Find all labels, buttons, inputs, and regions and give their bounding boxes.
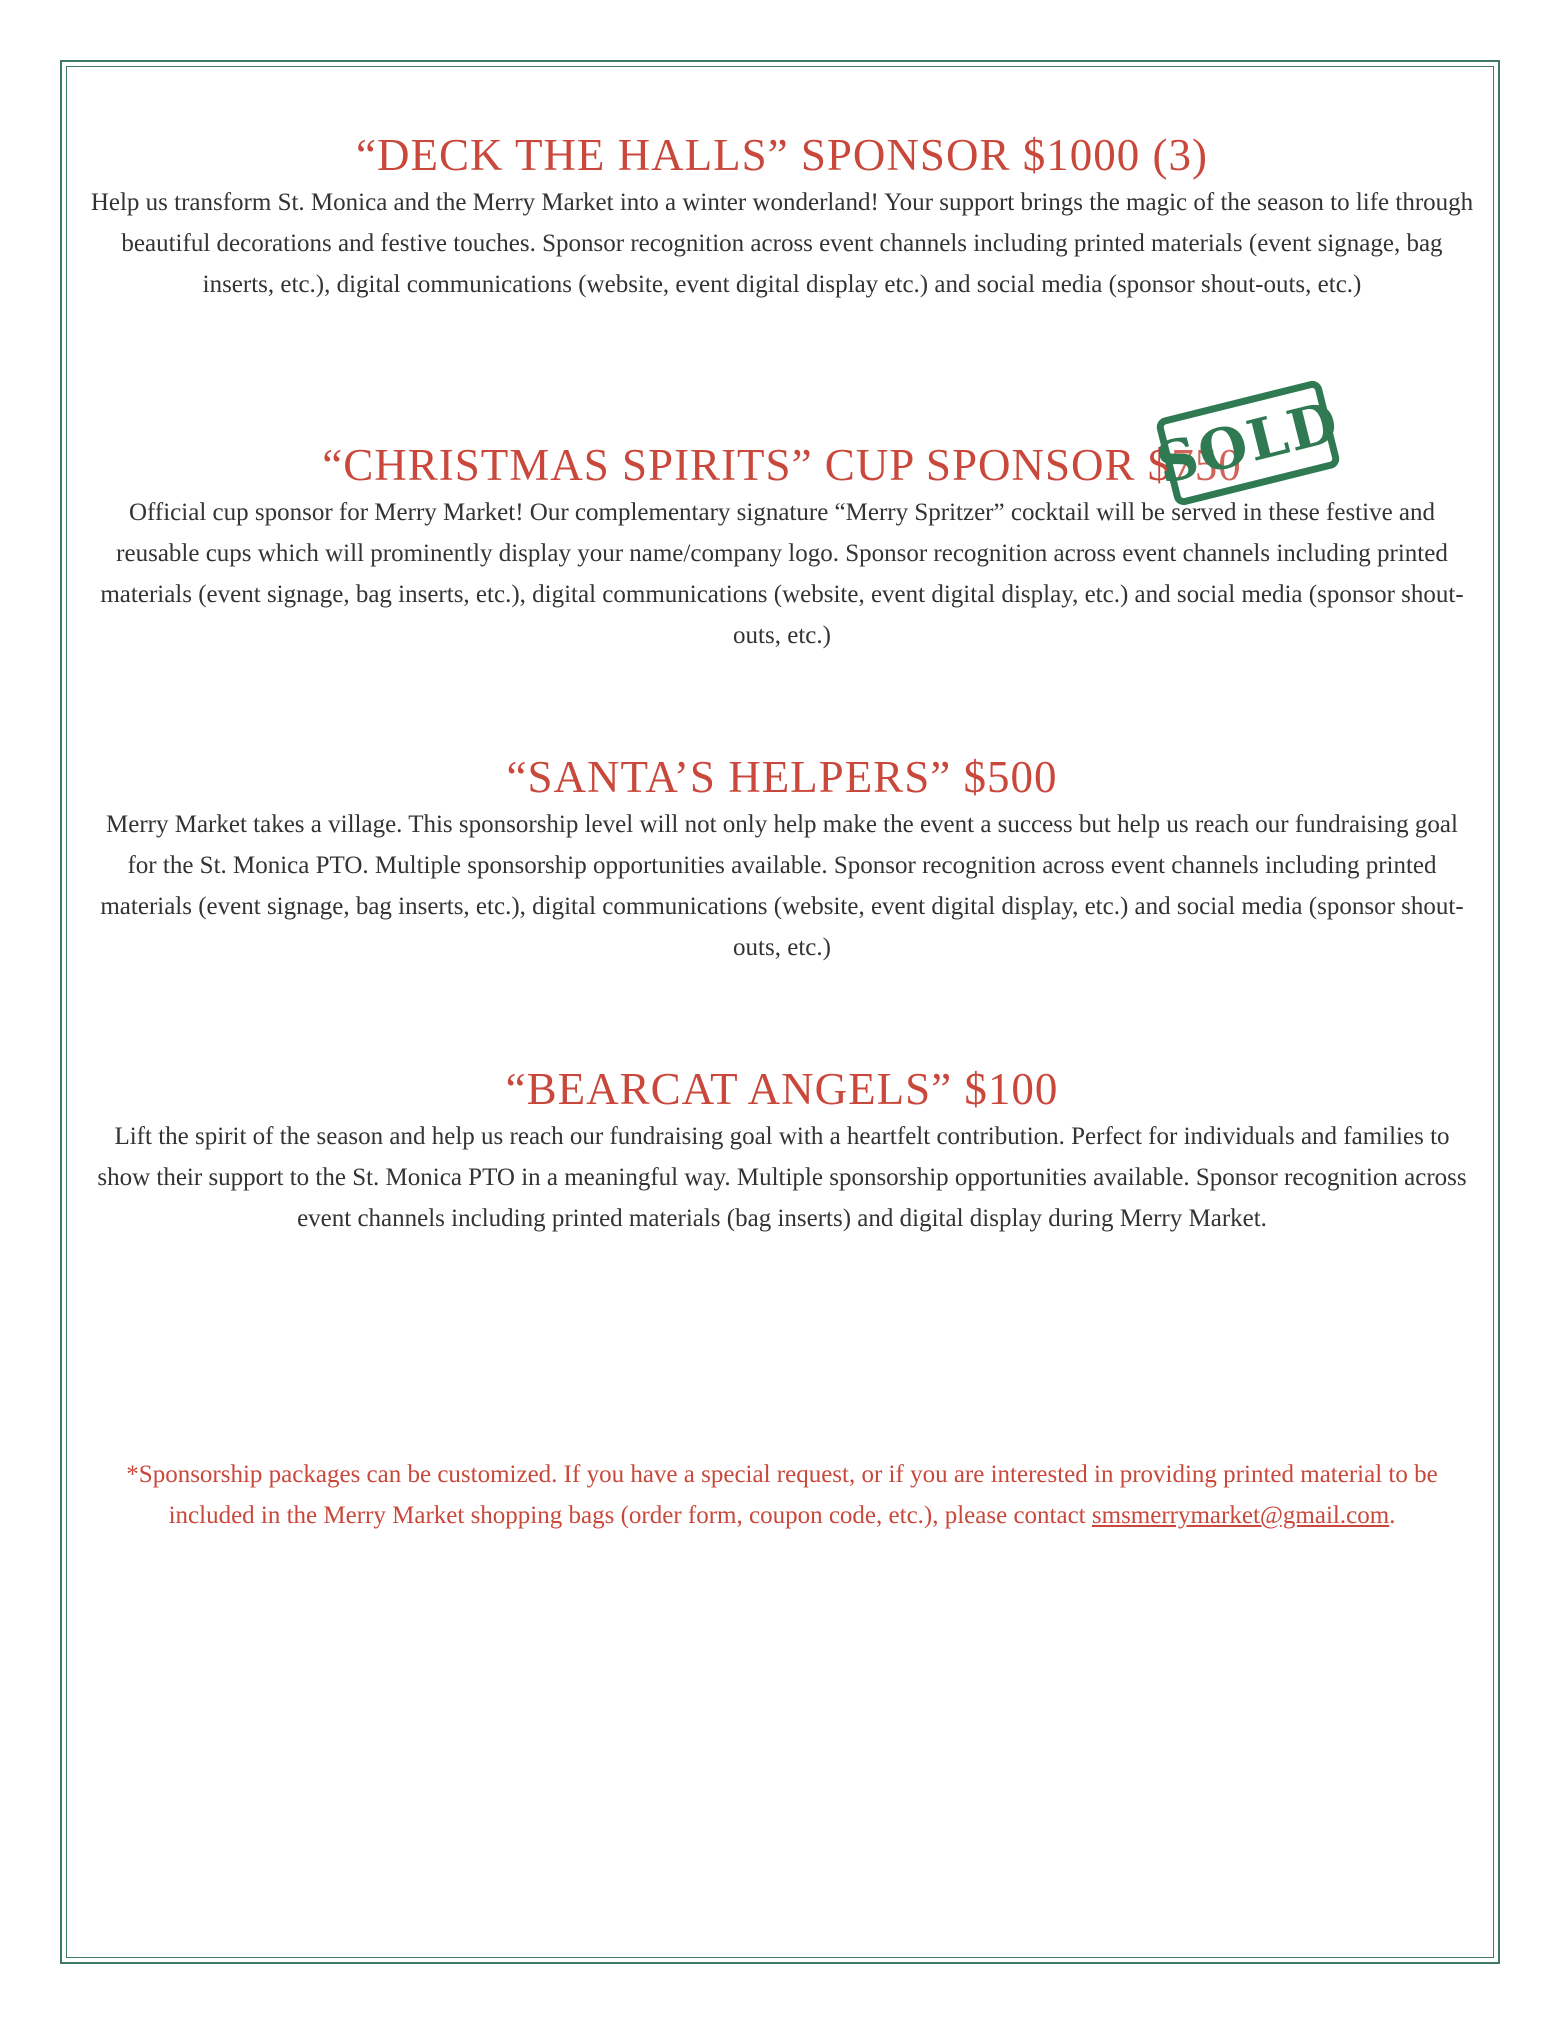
sponsor-section-santas-helpers	[90, 750, 1474, 968]
sold-stamp-label: SOLD	[1150, 388, 1346, 498]
page-border-inner	[66, 66, 1494, 1958]
sponsor-section-deck-the-halls	[90, 128, 1474, 305]
sponsor-heading: “BEARCAT ANGELS” $100	[505, 1064, 1059, 1114]
sponsor-description: Official cup sponsor for Merry Market! Our complementary signature “Merry Spritzer” cocktail will be served in these festive and reusable cups which will prominently display your name/company logo. Sponsor recognition across event channels including printed materials (event signage, bag inserts, etc.), digital communications (website, event digital display, etc.) and social media (sponsor shout-outs, etc.)	[100, 499, 1464, 649]
sponsor-section-bearcat-angels	[90, 1062, 1474, 1239]
sponsor-heading: “DECK THE HALLS” SPONSOR $1000 (3)	[356, 130, 1208, 180]
note-suffix: .	[1389, 1502, 1396, 1529]
sponsor-description: Lift the spirit of the season and help us reach our fundraising goal with a heartfelt contribution. Perfect for individuals and families to show their support to the St. Monica PTO in a meaningful way. Multiple sponsorship opportunities available. Sponsor recognition across event channels including printed materials (bag inserts) and digital display during Merry Market.	[97, 1123, 1467, 1232]
sponsor-heading: “CHRISTMAS SPIRITS” CUP SPONSOR $750	[322, 440, 1242, 490]
customization-note	[120, 1454, 1444, 1536]
note-text: *Sponsorship packages can be customized. If you have a special request, or if you are interested in providing printed material to be included in the Merry Market shopping bags (order form, coupon code, etc.), please contact	[126, 1461, 1438, 1529]
contact-email-link[interactable]: smsmerrymarket@gmail.com	[1091, 1502, 1390, 1529]
sponsor-description: Help us transform St. Monica and the Merry Market into a winter wonderland! Your support brings the magic of the season to life through beautiful decorations and festive touches. Sponsor recognition across event channels including printed materials (event signage, bag inserts, etc.), digital communications (website, event digital display etc.) and social media (sponsor shout-outs, etc.)	[90, 189, 1474, 298]
sponsor-description: Merry Market takes a village. This sponsorship level will not only help make the event a success but help us reach our fundraising goal for the St. Monica PTO. Multiple sponsorship opportunities available. Sponsor recognition across event channels including printed materials (event signage, bag inserts, etc.), digital communications (website, event digital display, etc.) and social media (sponsor shout-outs, etc.)	[100, 811, 1464, 961]
sponsor-heading: “SANTA’S HELPERS” $500	[506, 752, 1058, 802]
